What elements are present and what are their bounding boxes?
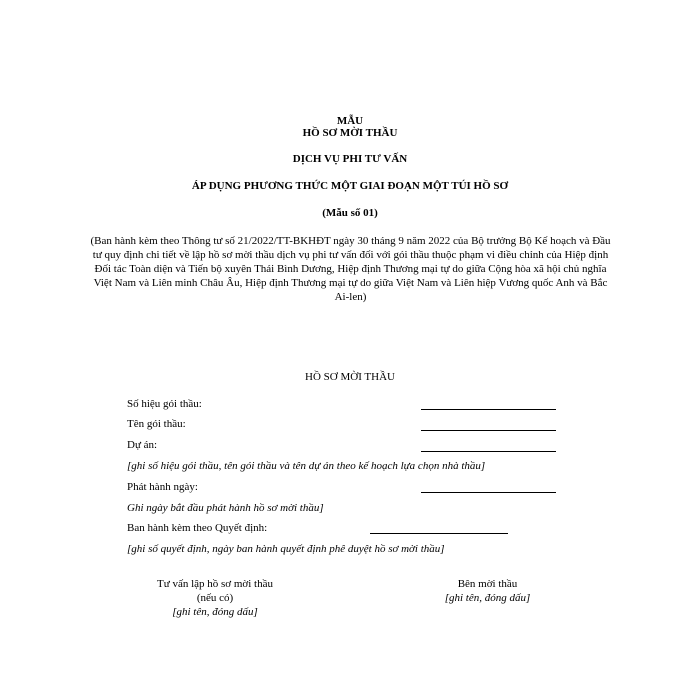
fill-line-quyet-dinh [370, 533, 508, 534]
header-mau-so: (Mẫu số 01) [322, 207, 378, 219]
signature-ben-moi-thau-title: Bên mời thầu [457, 578, 518, 590]
signature-tu-van [140, 577, 290, 619]
fill-line-phat-hanh [421, 492, 556, 493]
note-so-hieu: [ghi số hiệu gói thầu, tên gói thầu và tên dự án theo kế hoạch lựa chọn nhà thầu] [127, 460, 486, 472]
section-title: HỒ SƠ MỜI THẦU [305, 371, 395, 383]
fill-line-ten-goi [421, 430, 556, 431]
signature-ben-moi-thau [420, 577, 555, 605]
label-ten-goi-thau: Tên gói thầu: [127, 418, 186, 430]
header-dich-vu: DỊCH VỤ PHI TƯ VẤN [292, 153, 408, 165]
note-ngay-phat-hanh: Ghi ngày bắt đầu phát hành hồ sơ mời thầu] [127, 502, 324, 514]
signature-ben-moi-thau-stamp: [ghi tên, đóng dấu] [444, 592, 531, 604]
fill-line-du-an [421, 451, 556, 452]
signature-tu-van-title: Tư vấn lập hồ sơ mời thầu [157, 578, 273, 590]
header-ho-so-moi-thau: HỒ SƠ MỜI THẦU [302, 127, 398, 139]
header-ap-dung: ÁP DỤNG PHƯƠNG THỨC MỘT GIAI ĐOẠN MỘT TÚI HỒ SƠ [191, 180, 509, 192]
label-du-an: Dự án: [127, 439, 158, 451]
signature-tu-van-stamp: [ghi tên, đóng dấu] [172, 606, 258, 618]
note-quyet-dinh: [ghi số quyết định, ngày ban hành quyết định phê duyệt hồ sơ mời thầu] [127, 543, 445, 555]
header-mau: MẪU [336, 115, 364, 127]
label-ban-hanh-quyet-dinh: Ban hành kèm theo Quyết định: [127, 522, 268, 534]
fill-line-so-hieu [421, 409, 556, 410]
intro-paragraph: (Ban hành kèm theo Thông tư số 21/2022/TT-BKHĐT ngày 30 tháng 9 năm 2022 của Bộ trưởng Bộ Kế hoạch và Đầu tư quy định chi tiết về lập hồ sơ mời thầu dịch vụ phi tư vấn đối với gói thầu thuộc phạm vi điều chỉnh của Hiệp định Đối tác Toàn diện và Tiến bộ xuyên Thái Bình Dương, Hiệp định Thương mại tự do giữa Cộng hòa xã hội chủ nghĩa Việt Nam và Liên minh Châu Âu, Hiệp định Thương mại tự do giữa Việt Nam và Liên hiệp Vương quốc Anh và Bắc Ai-len) [90, 235, 611, 303]
label-so-hieu-goi-thau: Số hiệu gói thầu: [127, 398, 202, 410]
label-phat-hanh-ngay: Phát hành ngày: [127, 481, 198, 493]
signature-tu-van-note: (nếu có) [196, 592, 234, 604]
